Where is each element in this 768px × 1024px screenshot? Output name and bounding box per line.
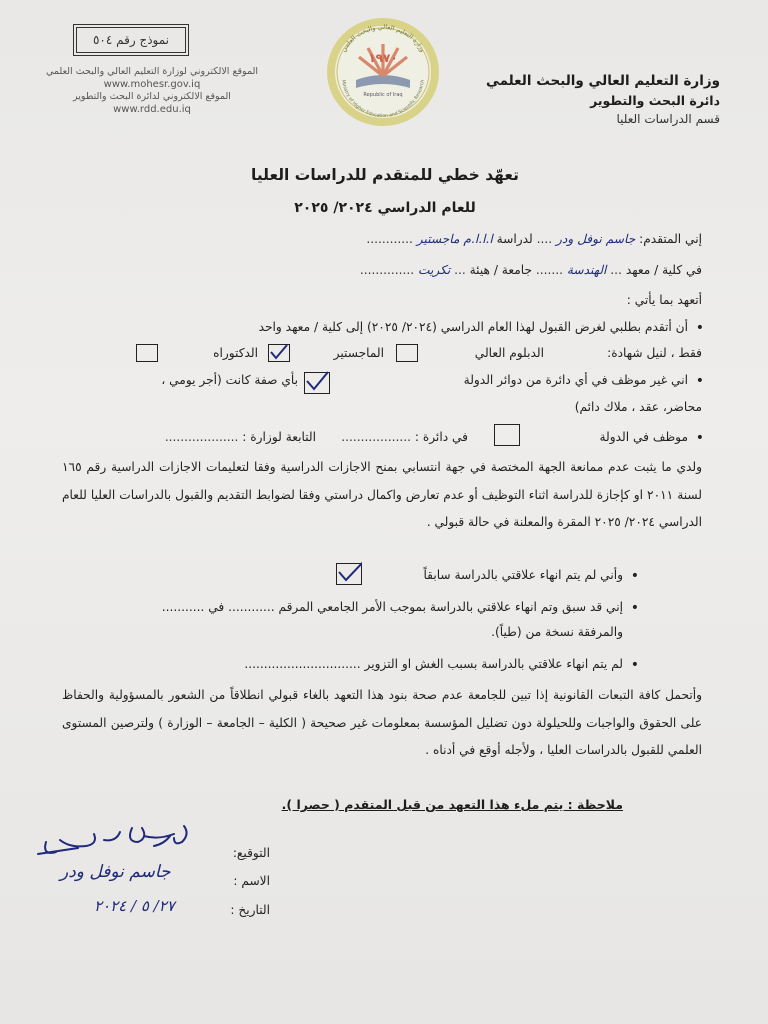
clause-2-line-2: محاضر، عقد ، ملاك دائم) (574, 400, 702, 414)
clause-4-checkbox[interactable] (336, 563, 362, 585)
website-label-1: الموقع الالكتروني لوزارة التعليم العالي والبحث العلمي (46, 66, 258, 77)
option-masters-checkbox[interactable] (268, 344, 290, 362)
clause-3-directorate: في دائرة : .................. (341, 430, 468, 444)
clause-3-employed: • موظف في الدولة (599, 430, 688, 444)
study-handwritten: ا.ا.ا.م ماجستير (416, 232, 493, 246)
website-url-1: www.mohesr.gov.iq (103, 78, 201, 90)
directorate-name: دائرة البحث والتطوير (590, 93, 720, 108)
study-label: لدراسة (496, 232, 533, 246)
option-masters-label: الماجستير (333, 346, 384, 360)
clause-1-line-1: • أن أتقدم بطلبي لغرض القبول لهذا العام الدراسي (٢٠٢٤/ ٢٠٢٥) إلى كلية / معهد واحد (48, 320, 688, 334)
date-label: التاريخ : (230, 903, 270, 917)
clause-5-line-1: • إني قد سبق وتم انهاء علاقتي بالدراسة بموجب الأمر الجامعي المرقم ............ في ........... (162, 600, 623, 614)
clause-4-text: • وأني لم يتم انهاء علاقتي بالدراسة سابقاً (423, 568, 623, 582)
document-title: تعهّد خطي للمتقدم للدراسات العليا (251, 166, 519, 184)
website-block (32, 66, 272, 116)
signature-label: التوقيع: (232, 846, 270, 860)
clause-2-checkbox[interactable] (304, 372, 330, 394)
college-label: في كلية / معهد (625, 263, 702, 277)
fill-note: ملاحظة : يتم ملء هذا التعهد من قبل المتقدم ( حصرا ). (281, 797, 623, 812)
logo-english-text: Ministry of Higher Education and Scientific Research (340, 79, 426, 120)
pledge-intro: أتعهد بما يأتي : (626, 293, 702, 307)
paragraph-2: وأتحمل كافة التبعات القانونية إذا تبين للجامعة عدم صحة بنود هذا التعهد بالغاء قبولي انطلاقاً من الشعور بالمسؤولية والحفاظ على الحقوق والواجبات وللحيلولة دون تضليل المؤسسة بمعلومات غير صحيحة ( الكلية – الجامعة – الوزارة ) ولترصين المستوى العلمي للقبول بالدراسات العليا ، ولأجله أوقع في أدناه . (62, 688, 702, 757)
university-handwritten: تكريت (418, 263, 451, 277)
university-label: جامعة / هيئة (469, 263, 533, 277)
name-label: الاسم : (233, 874, 270, 888)
clause-1-prefix: فقط ، لنيل شهادة: (607, 346, 702, 360)
clause-3-ministry: التابعة لوزارة : ................... (164, 430, 316, 444)
form-number-box (76, 27, 186, 53)
check-mark-icon (304, 370, 330, 392)
college-handwritten: الهندسة (566, 263, 607, 277)
logo-arabic-text: وزارة التعليم العالي والبحث العلمي (339, 22, 427, 54)
clause-6-text: • لم يتم انهاء علاقتي بالدراسة بسبب الغش او التزوير .............................. (244, 657, 623, 671)
ministry-logo-seal (318, 10, 448, 130)
clause-3-checkbox[interactable] (494, 424, 520, 446)
logo-republic: Republic of Iraq (363, 92, 403, 98)
website-url-2: www.rdd.edu.iq (113, 103, 191, 115)
applicant-line: إني المتقدم: جاسم نوفل ودر .... لدراسة ا.ا.ا.م ماجستير ............ (366, 232, 702, 246)
applicant-label: إني المتقدم: (639, 232, 702, 246)
ministry-header (470, 72, 720, 129)
clause-5-line-2: والمرفقة نسخة من (طياً). (491, 625, 623, 639)
option-high-diploma-label: الدبلوم العالي (474, 346, 544, 360)
department-name: قسم الدراسات العليا (616, 112, 720, 126)
check-mark-icon (268, 343, 290, 361)
signature-scribble (34, 812, 204, 868)
logo-year: ١٩٧٠ (368, 51, 398, 65)
website-label-2: الموقع الالكتروني لدائرة البحث والتطوير (73, 91, 231, 102)
option-phd-checkbox[interactable] (136, 344, 158, 362)
applicant-name-handwritten: جاسم نوفل ودر (556, 232, 636, 246)
college-line: في كلية / معهد ... الهندسة ....... جامعة / هيئة ... تكريت .............. (359, 263, 702, 277)
footer-date-handwritten: ٢٧/ ٥ / ٢٠٢٤ (94, 897, 175, 915)
document-subtitle: للعام الدراسي ٢٠٢٤/ ٢٠٢٥ (294, 200, 476, 216)
ministry-name: وزارة التعليم العالي والبحث العلمي (485, 73, 720, 89)
paragraph-1: ولدي ما يثبت عدم ممانعة الجهة المختصة في جهة انتسابي بمنح الاجازات الدراسية وفقا لتعليمات الاجازات الدراسية رقم ١٦٥ لسنة ٢٠١١ او كإجازة للدراسة اثناء التوظيف أو عدم تعارض واكمال دراستي وفقا لضوابط التقديم والقبول بالدراسات العليا للعام الدراسي ٢٠٢٤/ ٢٠٢٥ المقرة والمعلنة في حالة قبولي . (62, 460, 702, 529)
ministry-logo (318, 10, 448, 130)
clause-2-line-1a: • اني غير موظف في أي دائرة من دوائر الدولة (464, 373, 688, 387)
clause-2-line-1b: بأي صفة كانت (أجر يومي ، (161, 373, 298, 387)
check-mark-icon (336, 561, 362, 583)
footer-name-handwritten: جاسم نوفل ودر (60, 862, 171, 882)
option-phd-label: الدكتوراه (213, 346, 258, 360)
option-high-diploma-checkbox[interactable] (396, 344, 418, 362)
form-number: نموذج رقم ٥٠٤ (92, 33, 170, 47)
